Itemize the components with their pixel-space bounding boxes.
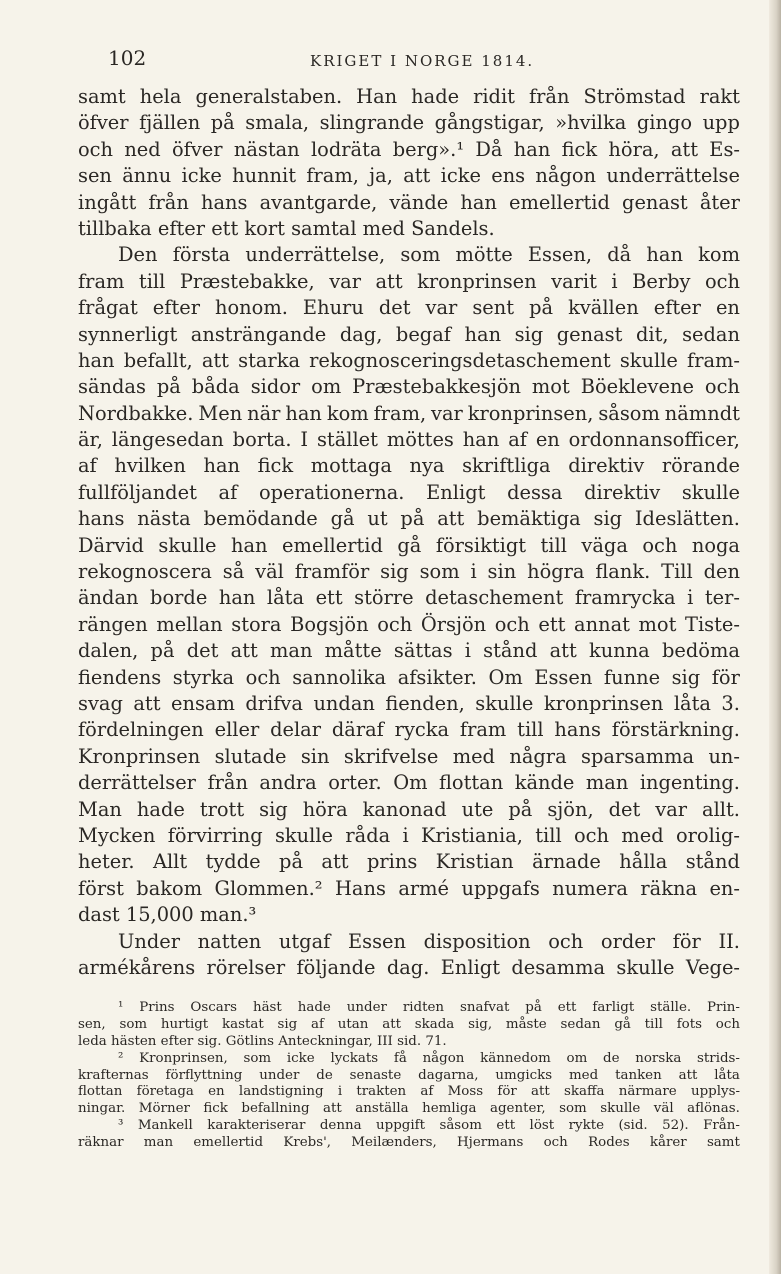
text-line: öfver fjällen på smala, slingrande gångstigar, »hvilka gingo upp [78, 111, 740, 135]
text-line: dalen, på det att man måtte sättas i stånd att kunna bedöma [78, 639, 740, 663]
text-line: Man hade trott sig höra kanonad ute på sjön, det var allt. [78, 797, 740, 821]
footnote-line: ³ Mankell karakteriserar denna uppgift såsom ett löst rykte (sid. 52). Från- [118, 1118, 740, 1134]
footnote-line: krafternas förflyttning under de senaste dagarna, umgicks med tanken att låta [78, 1067, 740, 1083]
body-text [78, 84, 740, 981]
text-line: rängen mellan stora Bogsjön och Örsjön och ett annat mot Tiste- [78, 612, 740, 636]
text-line: fram till Præstebakke, var att kronprinsen varit i Berby och [78, 269, 740, 293]
text-line: sändas på båda sidor om Præstebakkesjön mot Böeklevene och [78, 375, 740, 399]
footnote-line: sen, som hurtigt kastat sig af utan att skada sig, måste sedan gå till fots och [78, 1016, 740, 1032]
footnotes [78, 1000, 740, 1152]
page-number: 102 [108, 46, 147, 70]
text-line: och ned öfver nästan lodräta berg».¹ Då han fick höra, att Es- [78, 137, 740, 161]
text-line: samt hela generalstaben. Han hade ridit från Strömstad rakt [78, 85, 740, 108]
text-line: frågat efter honom. Ehuru det var sent på kvällen efter en [78, 296, 740, 320]
text-line: fullföljandet af operationerna. Enligt dessa direktiv skulle [78, 480, 740, 504]
footnote-line: ¹ Prins Oscars häst hade under ridten snafvat på ett farligt ställe. Prin- [118, 1000, 740, 1015]
text-line: hans nästa bemödande gå ut på att bemäktiga sig Ideslätten. [78, 507, 740, 531]
text-line: sen ännu icke hunnit fram, ja, att icke ens någon underrättelse [78, 164, 740, 188]
text-line: fördelningen eller delar däraf rycka fram till hans förstärkning. [78, 718, 740, 742]
text-line: rekognoscera så väl framför sig som i sin högra flank. Till den [78, 560, 740, 584]
text-line: armékårens rörelser följande dag. Enligt desamma skulle Vege- [78, 955, 740, 979]
page-edge-shadow [769, 0, 781, 1274]
text-line: af hvilken han fick mottaga nya skriftliga direktiv rörande [78, 454, 740, 478]
page-header [108, 46, 740, 76]
text-line: Därvid skulle han emellertid gå försiktigt till väga och noga [78, 533, 740, 557]
text-line: synnerligt ansträngande dag, begaf han sig genast dit, sedan [78, 322, 740, 346]
text-line: tillbaka efter ett kort samtal med Sandels. [78, 216, 495, 240]
footnote-line: räknar man emellertid Krebs', Meilænders, Hjermans och Rodes kårer samt [78, 1135, 740, 1151]
footnote-line: ningar. Mörner fick befallning att anställa hemliga agenter, som skulle väl aflönas. [78, 1101, 740, 1117]
text-line: Den första underrättelse, som mötte Essen, då han kom [118, 243, 740, 267]
text-line: heter. Allt tydde på att prins Kristian ärnade hålla stånd [78, 850, 740, 874]
footnote-line: flottan företaga en landstigning i trakten af Moss för att skaffa närmare upplys- [78, 1084, 740, 1100]
text-line: Under natten utgaf Essen disposition och order för II. [118, 929, 740, 953]
text-line: fiendens styrka och sannolika afsikter. Om Essen funne sig för [78, 665, 740, 689]
text-line: Mycken förvirring skulle råda i Kristiania, till och med orolig- [78, 823, 740, 847]
text-line: är, längesedan borta. I stället möttes han af en ordonnansofficer, [78, 428, 740, 452]
text-line: han befallt, att starka rekognosceringsdetaschement skulle fram- [78, 348, 740, 372]
text-line: derrättelser från andra orter. Om flottan kände man ingenting. [78, 771, 740, 795]
text-line: svag att ensam drifva undan fienden, skulle kronprinsen låta 3. [78, 691, 740, 715]
text-line: Kronprinsen slutade sin skrifvelse med några sparsamma un- [78, 744, 740, 768]
running-title: KRIGET I NORGE 1814. [310, 52, 535, 70]
text-line: ändan borde han låta ett större detaschement framrycka i ter- [78, 586, 740, 610]
text-line: dast 15,000 man.³ [78, 903, 257, 927]
footnote-line: ² Kronprinsen, som icke lyckats få någon kännedom om de norska strids- [118, 1050, 740, 1066]
text-line: först bakom Glommen.² Hans armé uppgafs numera räkna en- [78, 876, 740, 900]
text-line: ingått från hans avantgarde, vände han emellertid genast åter [78, 190, 740, 214]
footnote-line: leda hästen efter sig. Götlins Anteckningar, III sid. 71. [78, 1033, 447, 1049]
text-line: Nordbakke. Men när han kom fram, var kronprinsen, såsom nämndt [78, 401, 740, 425]
